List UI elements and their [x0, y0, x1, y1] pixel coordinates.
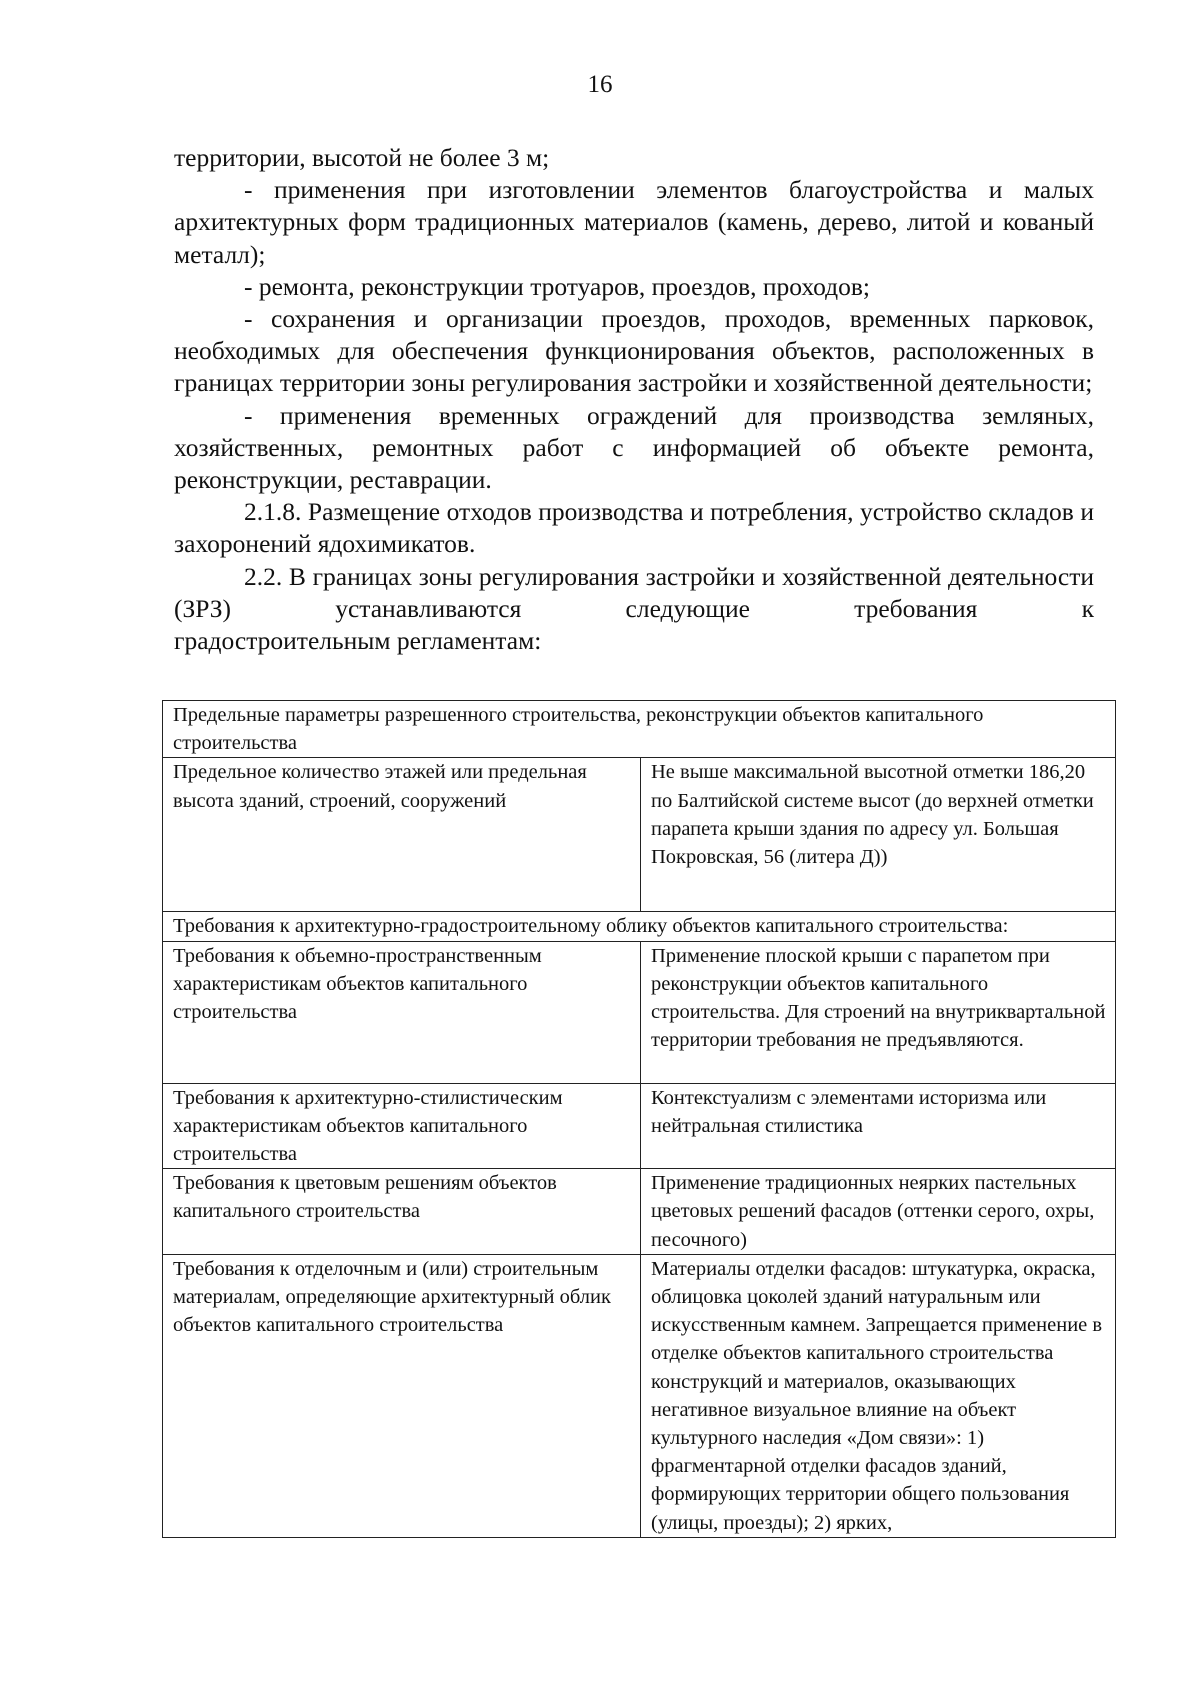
- table-row: [163, 701, 1116, 758]
- row-value-colors: Применение традиционных неярких пастельных цветовых решений фасадов (оттенки серого, охры, песочного): [641, 1169, 1116, 1255]
- paragraph-2-1-8: 2.1.8. Размещение отходов производства и потребления, устройство складов и захоронений ядохимикатов.: [174, 497, 1094, 559]
- regulations-table: [162, 700, 1116, 1538]
- table-row: [163, 1169, 1116, 1255]
- paragraph-materials: - применения при изготовлении элементов благоустройства и малых архитектурных форм традиционных материалов (камень, дерево, литой и кованый металл);: [174, 175, 1094, 269]
- body-text: [174, 142, 1094, 657]
- table-row: [163, 1254, 1116, 1537]
- paragraph-parking: - сохранения и организации проездов, проходов, временных парковок, необходимых для обеспечения функционирования объектов, расположенных в границах территории зоны регулирования застройки и хозяйственной деятельности;: [174, 304, 1094, 398]
- section-header-appearance: Требования к архитектурно-градостроительному облику объектов капитального строительства:: [163, 912, 1116, 941]
- table-row: [163, 758, 1116, 912]
- row-value-volume: Применение плоской крыши с парапетом при реконструкции объектов капитального строительства. Для строений на внутриквартальной территории требования не предъявляются.: [641, 941, 1116, 1083]
- row-label-colors: Требования к цветовым решениям объектов капитального строительства: [163, 1169, 641, 1255]
- paragraph-2-2-end: градостроительным регламентам:: [174, 626, 542, 656]
- row-value-floors: Не выше максимальной высотной отметки 186,20 по Балтийской системе высот (до верхней отметки парапета крыши здания по адресу ул. Большая Покровская, 56 (литера Д)): [641, 758, 1116, 912]
- row-value-style: Контекстуализм с элементами историзма или нейтральная стилистика: [641, 1083, 1116, 1169]
- row-value-materials: Материалы отделки фасадов: штукатурка, окраска, облицовка цоколей зданий натуральным или искусственным камнем. Запрещается применение в отделке объектов капитального строительства конструкций и материалов, оказывающих негативное визуальное влияние на объект культурного наследия «Дом связи»: 1) фрагментарной отделки фасадов зданий, формирующих территории общего пользования (улицы, проезды); 2) ярких,: [641, 1254, 1116, 1537]
- table-row: [163, 912, 1116, 941]
- paragraph-continuation: территории, высотой не более 3 м;: [174, 143, 550, 172]
- paragraph-2-2: 2.2. В границах зоны регулирования застройки и хозяйственной деятельности (ЗРЗ) устанавливаются следующие требования к: [174, 561, 1094, 623]
- paragraph-repair: - ремонта, реконструкции тротуаров, проездов, проходов;: [244, 271, 871, 301]
- table-row: [163, 1083, 1116, 1169]
- table-row: [163, 941, 1116, 1083]
- paragraph-fencing: - применения временных ограждений для производства земляных, хозяйственных, ремонтных работ с информацией об объекте ремонта, реконструкции, реставрации.: [174, 400, 1094, 495]
- row-label-style: Требования к архитектурно-стилистическим характеристикам объектов капитального строительства: [163, 1083, 641, 1169]
- row-label-volume: Требования к объемно-пространственным характеристикам объектов капитального строительства: [163, 941, 641, 1083]
- section-header-parameters: Предельные параметры разрешенного строительства, реконструкции объектов капитального строительства: [163, 701, 1116, 758]
- row-label-materials: Требования к отделочным и (или) строительным материалам, определяющие архитектурный облик объектов капитального строительства: [163, 1254, 641, 1537]
- row-label-floors: Предельное количество этажей или предельная высота зданий, строений, сооружений: [163, 758, 641, 912]
- page-number: 16: [587, 71, 613, 98]
